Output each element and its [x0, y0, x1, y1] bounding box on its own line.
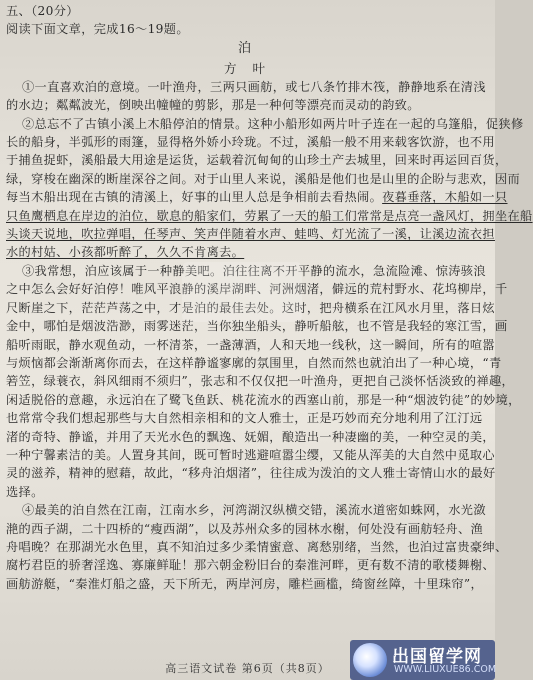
- article-line: 渚的奇特、静谧，并用了天光水色的飘逸、妩媚，酿造出一种凄幽的美，一种空灵的美，: [6, 429, 495, 444]
- globe-logo-icon: [353, 643, 387, 677]
- article-line: 之中怎么会好好泊停！唯风平浪静的溪岸湖畔、河洲烟渚，僻远的荒村野水、花坞柳岸，千: [6, 282, 508, 297]
- article-line: 绿，穿梭在幽深的断崖深谷之间。对于山里人来说，溪船是他们也是山里的企盼与悲欢，因而: [6, 171, 521, 186]
- site-watermark: [350, 640, 495, 680]
- article-line: [6, 225, 495, 243]
- watermark-url: WWW.LIUXUE86.COM: [394, 664, 497, 675]
- underlined-text: 水的村姑、小孩都听醉了，久久不肯离去。: [6, 245, 245, 260]
- article-title: 泊: [237, 40, 257, 56]
- article-line: ②总忘不了古镇小溪上木船停泊的情景。这种小船形如两片叶子连在一起的乌篷船，促狭修: [22, 116, 524, 131]
- article-line: 滟的西子湖，二十四桥的“瘦西湖”，以及苏州众多的园林水榭，何处没有画舫轻舟、渔: [6, 521, 484, 536]
- watermark-site-name: 出国留学网: [392, 647, 482, 667]
- section-header: 五、（20分）: [6, 4, 79, 18]
- article-line: 一种宁馨素洁的美。人置身其间，既可暂时逃避喧嚣尘缨，又能从浑美的大自然中觅取心: [6, 447, 495, 462]
- underlined-text: 只鱼鹰栖息在岸边的泊位，歇息的船家们，劳累了一天的船工们常常是点亮一盏风灯，拥坐在船: [6, 208, 533, 223]
- article-line: 与烦恼都会渐渐离你而去，在这样静谧寥廓的氛围里，自然而然也就泊出了一种心境，“青: [6, 355, 502, 370]
- article-author: 方 叶: [224, 60, 271, 76]
- article-line: [6, 243, 489, 261]
- article-line: 的水边；粼粼波光，倒映出幢幢的剪影，那是一种何等漂亮而灵动的韵致。: [6, 98, 420, 113]
- article-line: 于捕鱼捉虾，溪船最大用途是运货，运载着沉甸甸的山珍土产去城里，回来时再运回百货，: [6, 153, 508, 168]
- article-line: [6, 188, 508, 206]
- article-line: 腐朽君臣的骄奢淫逸、寡廉鲜耻！那六朝金粉旧台的秦淮河畔，更有数不清的歌楼舞榭、: [6, 558, 495, 573]
- article-line: 选择。: [6, 484, 44, 499]
- underlined-text: 夜暮垂落，木船如一只: [382, 190, 508, 205]
- underlined-text: 头谈天说地，吹拉弹唱，任琴声、笑声伴随着水声、蛙鸣、灯光流了一溪，让溪边流衣担: [6, 227, 495, 242]
- center-glare: [182, 262, 302, 322]
- article-line: 箬笠，绿蓑衣，斜风细雨不须归”，张志和不仅仅把一叶渔舟，更把自己淡怀恬淡致的禅趣，: [6, 374, 515, 389]
- article-line: ①一直喜欢泊的意境。一叶渔舟，三两只画舫，或七八条竹排木筏，静静地系在清浅: [22, 79, 486, 94]
- article-line: ③我常想，泊应该属于一种静美吧。泊往往离不开平静的流水，急流险滩、惊涛骇浪: [22, 263, 486, 278]
- article-body: [6, 78, 533, 593]
- article-line: 灵的滋养，精神的慰藉，故此，“移舟泊烟渚”，往往成为泼泊的文人雅士寄情山水的最好: [6, 466, 496, 481]
- article-line: 也常常令我们想起那些与大自然相亲相和的文人雅士，正是巧妙而充分地利用了江汀远: [6, 411, 483, 426]
- article-line: 船听雨眠，静水观鱼动，一杯清茶，一盏薄酒，人和天地一线秋，这一瞬间，所有的喧嚣: [6, 337, 495, 352]
- article-line: [6, 207, 533, 225]
- article-line: 金中，哪怕是烟波浩渺，雨雾迷茫，当你独坐船头，静听船舷，也不管是我轻的寒江雪，画: [6, 319, 508, 334]
- article-line: 舟唱晚？在那湖光水色里，真不知泊过多少柔情蜜意、离愁别绪，当然，也泊过富贵豪绅、: [6, 539, 508, 554]
- article-line: 尺断崖之下，茫茫芦荡之中，才是泊的最佳去处。这时，把舟横系在江风水月里，落日炫: [6, 300, 495, 315]
- page-footer: 高三语文试卷 第6页（共8页）: [165, 662, 330, 675]
- article-line: ④最美的泊自然在江南，江南水乡，河湾湖汉纵横交错，溪流水道密如蛛网，水光潋: [22, 503, 486, 518]
- article-line: 闲适脱俗的意趣，永远泊在了鹭飞鱼跃、桃花流水的西塞山前，那是一种“烟波钓徒”的妙境，: [6, 392, 521, 407]
- reading-instruction: 阅读下面文章，完成16～19题。: [6, 22, 189, 37]
- article-line: 长的船身，半弧形的雨篷，显得格外娇小玲珑。不过，溪船一般不用来载客饮游，也不用: [6, 135, 495, 150]
- line-text: 每当木船出现在古镇的清溪上，好事的山里人总是争相前去看热闹。: [6, 190, 383, 205]
- article-line: 画舫游艇，“秦淮灯船之盛，天下所无，两岸河房，雕栏画槛，绮窗丝障，十里珠帘”，: [6, 576, 484, 591]
